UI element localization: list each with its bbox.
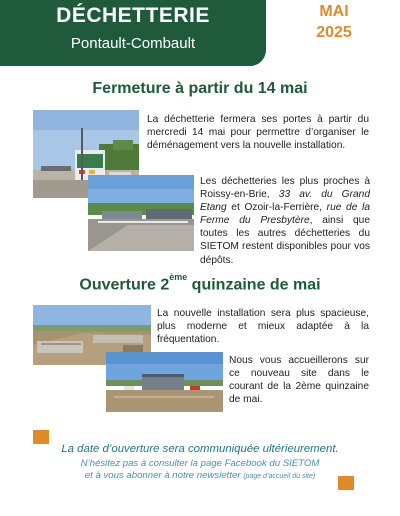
newsletter-notice: et à vous abonner à notre newsletter (page d’accueil du site) bbox=[84, 470, 316, 481]
new-site-building-photo bbox=[106, 352, 223, 412]
issue-year: 2025 bbox=[316, 24, 352, 41]
opening-date-notice: La date d’ouverture sera communiquée ultérieurement. bbox=[61, 443, 339, 455]
opening-heading: Ouverture 2ème quinzaine de mai bbox=[79, 272, 321, 294]
newsletter-location-note: (page d’accueil du site) bbox=[243, 473, 316, 480]
nearby-sites-paragraph: Les déchetteries les plus proches à Roissy-en-Brie, 33 av. du Grand Etang et Ozoir-la-Ferrière, rue de la Ferme du Presbytère, ainsi que toutes les autres déchetteries du SIETOM restent disponibles pour vos dépôts. bbox=[200, 176, 370, 266]
header-banner bbox=[0, 0, 266, 66]
facebook-notice: N’hésitez pas à consulter la page Facebook du SIETOM bbox=[80, 458, 320, 469]
welcome-paragraph: Nous vous accueillerons sur ce nouveau site dans le courant de la 2ème quinzaine de mai. bbox=[229, 355, 369, 406]
ozoir-address: rue de la Ferme du Presbytère bbox=[200, 202, 370, 227]
decorative-square-left bbox=[33, 430, 49, 444]
closure-heading: Fermeture à partir du 14 mai bbox=[92, 80, 308, 97]
page-title: DÉCHETTERIE bbox=[56, 4, 210, 27]
roissy-address: 33 av. du Grand Etang bbox=[200, 189, 370, 214]
closure-paragraph: La déchetterie fermera ses portes à partir du mercredi 14 mai pour permettre d’organiser le déménagement vers la nouvelle installation. bbox=[147, 114, 369, 152]
issue-date bbox=[300, 1, 368, 43]
nearby-site-photo bbox=[88, 175, 194, 251]
page-subtitle: Pontault-Combault bbox=[70, 35, 196, 52]
issue-month: MAI bbox=[319, 3, 349, 20]
new-site-paragraph: La nouvelle installation sera plus spacieuse, plus moderne et mieux adaptée à la fréquentation. bbox=[157, 308, 369, 346]
